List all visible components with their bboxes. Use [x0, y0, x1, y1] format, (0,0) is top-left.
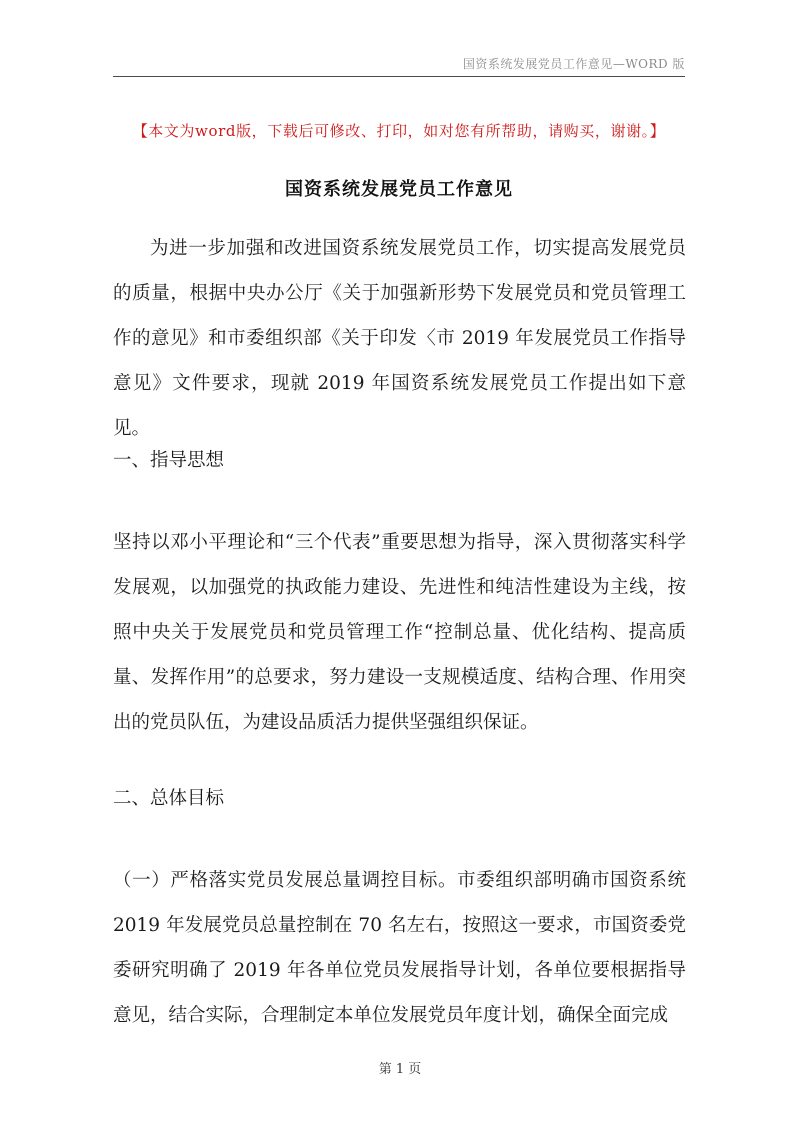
document-title: 国资系统发展党员工作意见	[285, 179, 513, 200]
intro-paragraph: 为进一步加强和改进国资系统发展党员工作，切实提高发展党员的质量，根据中央办公厅《关于加强新形势下发展党员和党员管理工作的意见》和市委组织部《关于印发〈市 2019 年发展党员工作指导意见》文件要求，现就 2019 年国资系统发展党员工作提出如下意见。	[113, 238, 686, 439]
running-header: 国资系统发展党员工作意见—WORD 版	[462, 57, 685, 71]
section-heading-2: 二、总体目标	[113, 788, 225, 809]
section-body-2: （一）严格落实党员发展总量调控目标。市委组织部明确市国资系统 2019 年发展党员总量控制在 70 名左右，按照这一要求，市国资委党委研究明确了 2019 年各单位党员发展指导计划，各单位要根据指导意见，结合实际，合理制定本单位发展党员年度计划，确保全面完成	[113, 870, 686, 1026]
header-divider	[113, 76, 685, 77]
section-heading-1: 一、指导思想	[113, 450, 225, 471]
section-body-1: 坚持以邓小平理论和“三个代表”重要思想为指导，深入贯彻落实科学发展观，以加强党的执政能力建设、先进性和纯洁性建设为主线，按照中央关于发展党员和党员管理工作“控制总量、优化结构、提高质量、发挥作用”的总要求，努力建设一支规模适度、结构合理、作用突出的党员队伍，为建设品质活力提供坚强组织保证。	[113, 532, 686, 733]
download-notice: 【本文为word版，下载后可修改、打印，如对您有所帮助，请购买，谢谢。】	[132, 122, 666, 140]
page-number: 第 1 页	[378, 1062, 422, 1077]
